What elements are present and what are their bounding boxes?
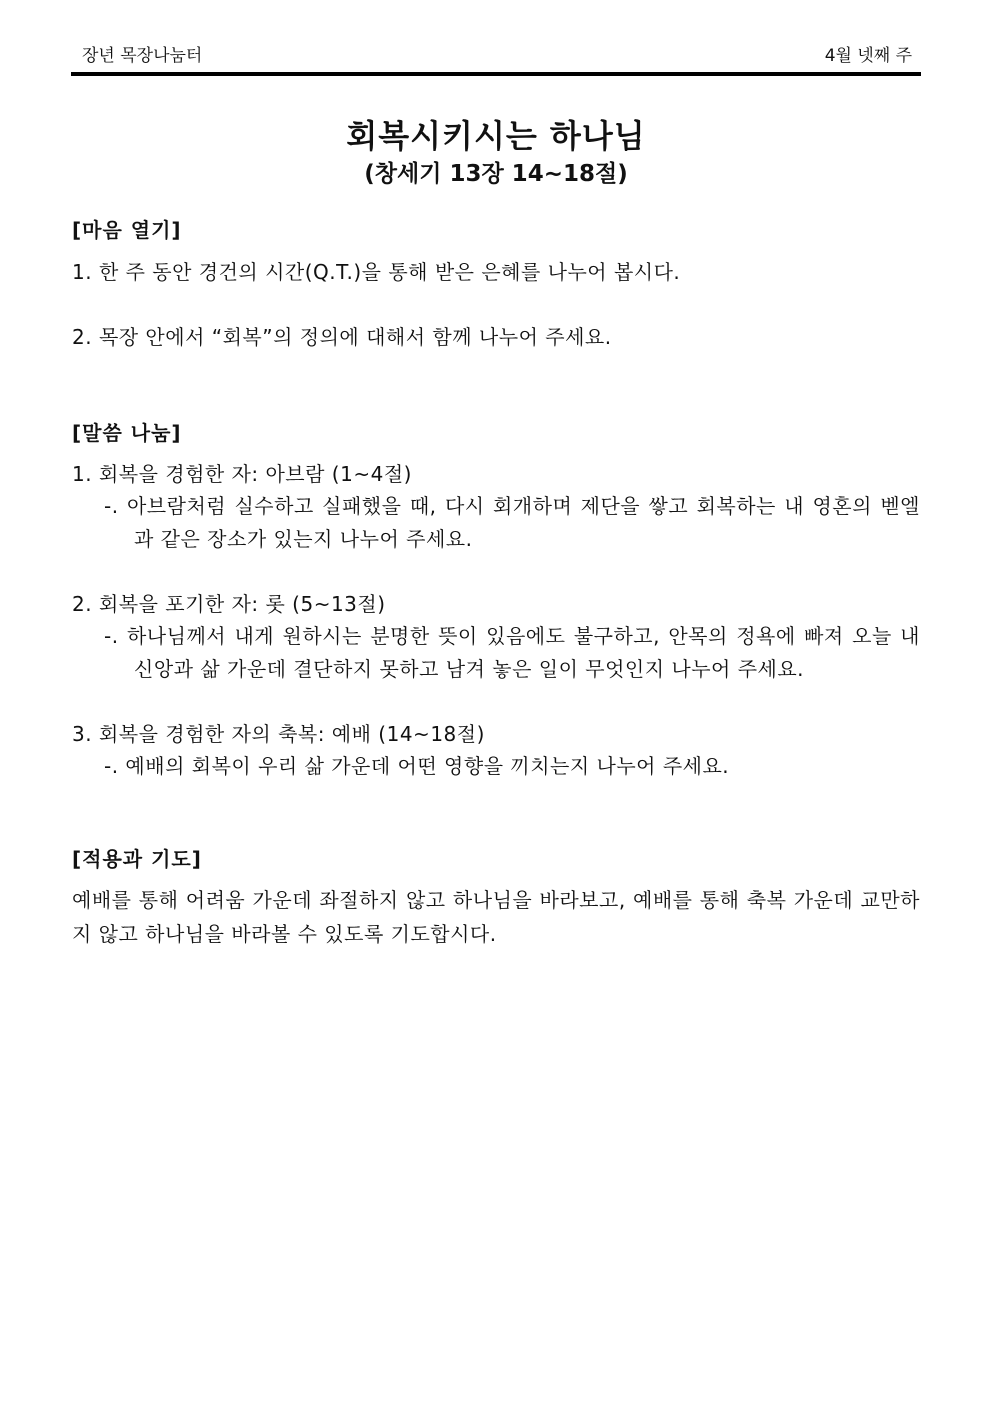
page-header xyxy=(72,44,920,68)
application-text: 예배를 통해 어려움 가운데 좌절하지 않고 하나님을 바라보고, 예배를 통해 축복 가운데 교만하지 않고 하나님을 바라볼 수 있도록 기도합시다. xyxy=(72,888,920,946)
open-heart-item: 1. 한 주 동안 경건의 시간(Q.T.)을 통해 받은 은혜를 나누어 봅시다. xyxy=(72,260,681,284)
header-divider xyxy=(71,72,921,76)
page-subtitle: (창세기 13장 14~18절) xyxy=(364,161,628,187)
header-right-text: 4월 넷째 주 xyxy=(824,46,912,66)
header-left-text: 장년 목장나눔터 xyxy=(82,46,203,66)
word-sharing-item-question: -. 하나님께서 내게 원하시는 분명한 뜻이 있음에도 불구하고, 안목의 정욕에 빠져 오늘 내 신앙과 삶 가운데 결단하지 못하고 남겨 놓은 일이 무엇인지 나누어 주세요. xyxy=(104,624,920,681)
word-sharing-item-question: -. 아브람처럼 실수하고 실패했을 때, 다시 회개하며 제단을 쌓고 회복하는 내 영혼의 벧엘과 같은 장소가 있는지 나누어 주세요. xyxy=(104,494,920,551)
open-heart-item: 2. 목장 안에서 “회복”의 정의에 대해서 함께 나누어 주세요. xyxy=(72,325,612,349)
word-sharing-item-title: 2. 회복을 포기한 자: 롯 (5~13절) xyxy=(72,592,386,616)
section-heading-application: [적용과 기도] xyxy=(72,847,202,871)
word-sharing-item-question: -. 예배의 회복이 우리 삶 가운데 어떤 영향을 끼치는지 나누어 주세요. xyxy=(104,754,730,778)
word-sharing-item-title: 3. 회복을 경험한 자의 축복: 예배 (14~18절) xyxy=(72,722,485,746)
page-title: 회복시키시는 하나님 xyxy=(346,117,646,155)
word-sharing-item-title: 1. 회복을 경험한 자: 아브람 (1~4절) xyxy=(72,462,412,486)
section-heading-word-sharing: [말씀 나눔] xyxy=(72,421,182,445)
section-heading-open-heart: [마음 열기] xyxy=(72,218,182,242)
